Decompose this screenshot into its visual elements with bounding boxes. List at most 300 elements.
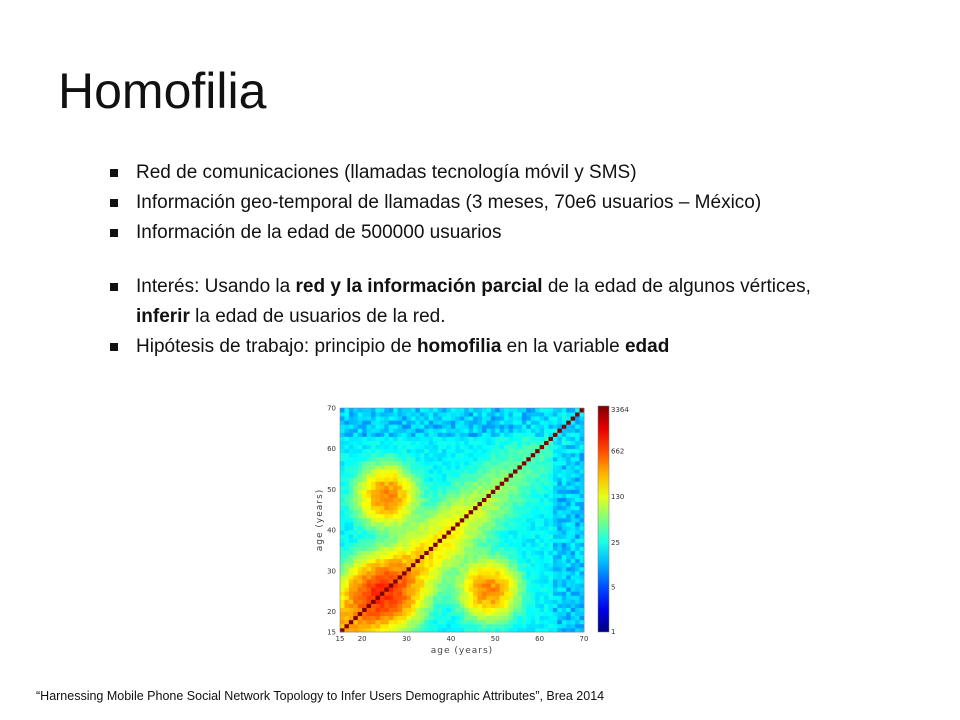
heatmap-cell — [367, 530, 372, 534]
heatmap-cell — [407, 477, 412, 481]
heatmap-cell — [469, 494, 474, 498]
heatmap-cell — [513, 408, 518, 412]
heatmap-cell — [486, 559, 491, 563]
heatmap-cell — [504, 538, 509, 542]
heatmap-cell — [526, 469, 531, 473]
heatmap-cell — [473, 546, 478, 550]
heatmap-cell — [349, 583, 354, 587]
heatmap-cell — [580, 498, 585, 502]
heatmap-cell — [358, 546, 363, 550]
heatmap-cell — [522, 465, 527, 469]
heatmap-cell — [402, 469, 407, 473]
heatmap-cell — [389, 432, 394, 436]
heatmap-cell — [557, 583, 562, 587]
heatmap-cell — [469, 424, 474, 428]
heatmap-cell — [549, 538, 554, 542]
heatmap-cell — [522, 494, 527, 498]
heatmap-cell — [402, 595, 407, 599]
heatmap-cell — [371, 603, 376, 607]
heatmap-cell — [575, 424, 580, 428]
heatmap-cell — [415, 534, 420, 538]
heatmap-cell — [349, 530, 354, 534]
heatmap-cell — [424, 559, 429, 563]
heatmap-cell — [562, 461, 567, 465]
heatmap-cell — [451, 494, 456, 498]
heatmap-cell — [526, 473, 531, 477]
heatmap-cell — [393, 599, 398, 603]
heatmap-cell — [420, 624, 425, 628]
heatmap-cell — [571, 432, 576, 436]
heatmap-cell — [429, 412, 434, 416]
heatmap-cell — [455, 494, 460, 498]
heatmap-cell — [402, 551, 407, 555]
heatmap-cell — [358, 465, 363, 469]
heatmap-cell — [504, 555, 509, 559]
heatmap-cell — [535, 477, 540, 481]
heatmap-cell — [371, 620, 376, 624]
heatmap-cell — [455, 441, 460, 445]
heatmap-cell — [371, 583, 376, 587]
heatmap-cell — [571, 559, 576, 563]
heatmap-cell — [562, 599, 567, 603]
heatmap-cell — [340, 551, 345, 555]
heatmap-cell — [380, 530, 385, 534]
heatmap-cell — [420, 612, 425, 616]
heatmap-cell — [522, 595, 527, 599]
heatmap-cell — [557, 595, 562, 599]
heatmap-cell — [460, 441, 465, 445]
heatmap-cell — [562, 546, 567, 550]
heatmap-cell — [353, 412, 358, 416]
heatmap-cell — [495, 481, 500, 485]
heatmap-cell — [429, 575, 434, 579]
heatmap-cell — [380, 620, 385, 624]
heatmap-cell — [429, 428, 434, 432]
heatmap-cell — [517, 608, 522, 612]
heatmap-cell — [402, 583, 407, 587]
heatmap-cell — [535, 555, 540, 559]
heatmap-cell — [433, 603, 438, 607]
heatmap-cell — [486, 612, 491, 616]
heatmap-cell — [580, 608, 585, 612]
x-tick-label: 60 — [535, 635, 545, 643]
heatmap-cell — [478, 465, 483, 469]
heatmap-cell — [526, 616, 531, 620]
heatmap-cell — [349, 587, 354, 591]
heatmap-cell — [353, 408, 358, 412]
heatmap-cell — [358, 571, 363, 575]
heatmap-cell — [384, 514, 389, 518]
heatmap-cell — [371, 441, 376, 445]
heatmap-cell — [495, 469, 500, 473]
heatmap-cell — [358, 477, 363, 481]
heatmap-cell — [540, 428, 545, 432]
heatmap-cell — [362, 583, 367, 587]
heatmap-cell — [446, 469, 451, 473]
heatmap-cell — [500, 510, 505, 514]
heatmap-cell — [442, 412, 447, 416]
heatmap-cell — [504, 469, 509, 473]
heatmap-cell — [380, 599, 385, 603]
heatmap-cell — [451, 437, 456, 441]
heatmap-cell — [504, 498, 509, 502]
heatmap-cell — [544, 465, 549, 469]
heatmap-cell — [540, 449, 545, 453]
heatmap-cell — [424, 575, 429, 579]
heatmap-cell — [455, 514, 460, 518]
heatmap-cell — [469, 510, 474, 514]
heatmap-cell — [469, 457, 474, 461]
heatmap-cell — [380, 603, 385, 607]
heatmap-cell — [491, 494, 496, 498]
heatmap-cell — [344, 591, 349, 595]
heatmap-cell — [544, 457, 549, 461]
heatmap-cell — [553, 575, 558, 579]
heatmap-cell — [438, 583, 443, 587]
heatmap-cell — [411, 428, 416, 432]
heatmap-cell — [540, 412, 545, 416]
heatmap-cell — [473, 489, 478, 493]
heatmap-cell — [460, 603, 465, 607]
heatmap-cell — [562, 603, 567, 607]
heatmap-cell — [375, 620, 380, 624]
heatmap-cell — [491, 465, 496, 469]
heatmap-cell — [562, 412, 567, 416]
heatmap-cell — [358, 408, 363, 412]
heatmap-cell — [438, 538, 443, 542]
heatmap-cell — [482, 546, 487, 550]
heatmap-cell — [549, 587, 554, 591]
heatmap-cell — [429, 603, 434, 607]
heatmap-cell — [486, 437, 491, 441]
heatmap-cell — [384, 538, 389, 542]
heatmap-cell — [473, 420, 478, 424]
heatmap-cell — [500, 603, 505, 607]
heatmap-cell — [544, 514, 549, 518]
heatmap-cell — [344, 412, 349, 416]
heatmap-cell — [429, 514, 434, 518]
heatmap-cell — [557, 432, 562, 436]
heatmap-cell — [371, 579, 376, 583]
colorbar-tick-label: 130 — [611, 493, 625, 502]
heatmap-cell — [353, 445, 358, 449]
heatmap-cell — [371, 506, 376, 510]
heatmap-cell — [531, 408, 536, 412]
heatmap-cell — [367, 473, 372, 477]
heatmap-cell — [384, 449, 389, 453]
heatmap-cell — [424, 428, 429, 432]
heatmap-cell — [517, 624, 522, 628]
heatmap-cell — [438, 620, 443, 624]
heatmap-cell — [562, 494, 567, 498]
heatmap-cell — [482, 457, 487, 461]
heatmap-cell — [353, 473, 358, 477]
heatmap-cell — [549, 481, 554, 485]
heatmap-cell — [344, 428, 349, 432]
heatmap-cell — [455, 612, 460, 616]
heatmap-cell — [384, 416, 389, 420]
heatmap-cell — [460, 432, 465, 436]
heatmap-cell — [353, 428, 358, 432]
heatmap-cell — [402, 506, 407, 510]
heatmap-cell — [371, 616, 376, 620]
heatmap-cell — [544, 579, 549, 583]
heatmap-cell — [566, 428, 571, 432]
heatmap-cell — [344, 542, 349, 546]
heatmap-cell — [433, 469, 438, 473]
heatmap-cell — [398, 538, 403, 542]
heatmap-cell — [371, 502, 376, 506]
heatmap-cell — [438, 461, 443, 465]
heatmap-cell — [367, 445, 372, 449]
heatmap-cell — [486, 498, 491, 502]
heatmap-cell — [571, 522, 576, 526]
heatmap-cell — [415, 587, 420, 591]
heatmap-cell — [451, 551, 456, 555]
heatmap-cell — [553, 502, 558, 506]
heatmap-cell — [522, 461, 527, 465]
heatmap-cell — [407, 591, 412, 595]
heatmap-cell — [384, 612, 389, 616]
heatmap-cell — [478, 563, 483, 567]
heatmap-cell — [526, 583, 531, 587]
heatmap-cell — [491, 579, 496, 583]
heatmap-cell — [464, 538, 469, 542]
heatmap-cell — [389, 534, 394, 538]
heatmap-cell — [402, 420, 407, 424]
heatmap-cell — [535, 608, 540, 612]
heatmap-cell — [504, 591, 509, 595]
heatmap-cell — [451, 595, 456, 599]
heatmap-cell — [580, 453, 585, 457]
heatmap-cell — [566, 473, 571, 477]
heatmap-cell — [517, 453, 522, 457]
heatmap-cell — [442, 514, 447, 518]
heatmap-cell — [371, 489, 376, 493]
heatmap-cell — [451, 485, 456, 489]
heatmap-cell — [429, 510, 434, 514]
heatmap-cell — [526, 595, 531, 599]
heatmap-cell — [442, 457, 447, 461]
heatmap-cell — [362, 559, 367, 563]
heatmap-cell — [442, 555, 447, 559]
heatmap-cell — [504, 485, 509, 489]
heatmap-cell — [367, 428, 372, 432]
heatmap-cell — [486, 530, 491, 534]
heatmap-cell — [455, 542, 460, 546]
heatmap-cell — [522, 449, 527, 453]
heatmap-cell — [451, 538, 456, 542]
heatmap-cell — [340, 591, 345, 595]
heatmap-cell — [446, 506, 451, 510]
heatmap-cell — [398, 575, 403, 579]
heatmap-cell — [402, 428, 407, 432]
heatmap-cell — [509, 412, 514, 416]
heatmap-cell — [509, 534, 514, 538]
heatmap-cell — [566, 485, 571, 489]
heatmap-cell — [389, 489, 394, 493]
heatmap-cell — [562, 408, 567, 412]
heatmap-cell — [380, 453, 385, 457]
heatmap-cell — [553, 457, 558, 461]
heatmap-cell — [460, 449, 465, 453]
heatmap-cell — [353, 510, 358, 514]
heatmap-cell — [411, 481, 416, 485]
heatmap-cell — [353, 494, 358, 498]
heatmap-cell — [464, 530, 469, 534]
heatmap-cell — [424, 420, 429, 424]
heatmap-cell — [478, 457, 483, 461]
heatmap-cell — [455, 534, 460, 538]
heatmap-cell — [517, 526, 522, 530]
heatmap-cell — [358, 489, 363, 493]
heatmap-cell — [384, 546, 389, 550]
heatmap-cell — [566, 546, 571, 550]
heatmap-cell — [557, 494, 562, 498]
heatmap-cell — [451, 624, 456, 628]
heatmap-cell — [513, 494, 518, 498]
heatmap-cell — [375, 428, 380, 432]
heatmap-cell — [482, 469, 487, 473]
heatmap-cell — [486, 424, 491, 428]
heatmap-cell — [464, 408, 469, 412]
heatmap-cell — [473, 526, 478, 530]
heatmap-cell — [517, 571, 522, 575]
heatmap-cell — [375, 530, 380, 534]
heatmap-cell — [500, 485, 505, 489]
heatmap-cell — [371, 559, 376, 563]
heatmap-cell — [478, 542, 483, 546]
heatmap-cell — [482, 437, 487, 441]
heatmap-cell — [420, 571, 425, 575]
heatmap-cell — [531, 575, 536, 579]
heatmap-cell — [504, 449, 509, 453]
heatmap-cell — [469, 538, 474, 542]
heatmap-cell — [580, 526, 585, 530]
heatmap-cell — [442, 599, 447, 603]
heatmap-cell — [384, 506, 389, 510]
heatmap-cell — [349, 457, 354, 461]
heatmap-cell — [429, 542, 434, 546]
heatmap-cell — [478, 620, 483, 624]
heatmap-cell — [486, 477, 491, 481]
heatmap-cell — [580, 583, 585, 587]
heatmap-cell — [407, 608, 412, 612]
heatmap-cell — [513, 432, 518, 436]
heatmap-cell — [344, 469, 349, 473]
bullet-square-icon — [110, 283, 118, 291]
heatmap-cell — [500, 551, 505, 555]
heatmap-cell — [375, 412, 380, 416]
heatmap-cell — [535, 494, 540, 498]
heatmap-cell — [486, 526, 491, 530]
heatmap-cell — [442, 477, 447, 481]
heatmap-cell — [482, 616, 487, 620]
heatmap-cell — [367, 591, 372, 595]
heatmap-cell — [557, 530, 562, 534]
heatmap-cell — [557, 603, 562, 607]
heatmap-cell — [482, 620, 487, 624]
heatmap-cell — [402, 473, 407, 477]
heatmap-cell — [442, 559, 447, 563]
heatmap-cell — [353, 595, 358, 599]
heatmap-cell — [344, 506, 349, 510]
heatmap-cell — [504, 489, 509, 493]
heatmap-cell — [482, 461, 487, 465]
heatmap-cell — [553, 465, 558, 469]
heatmap-cell — [446, 502, 451, 506]
heatmap-cell — [344, 559, 349, 563]
heatmap-cell — [389, 546, 394, 550]
heatmap-cell — [540, 616, 545, 620]
heatmap-cell — [415, 449, 420, 453]
x-tick-label: 30 — [402, 635, 412, 643]
heatmap-cell — [517, 575, 522, 579]
heatmap-cell — [362, 538, 367, 542]
heatmap-cell — [340, 412, 345, 416]
heatmap-cell — [531, 579, 536, 583]
heatmap-cell — [566, 412, 571, 416]
heatmap-cell — [549, 441, 554, 445]
heatmap-cell — [482, 445, 487, 449]
heatmap-cell — [380, 445, 385, 449]
heatmap-cell — [402, 432, 407, 436]
heatmap-cell — [438, 445, 443, 449]
heatmap-cell — [393, 534, 398, 538]
heatmap-cell — [566, 461, 571, 465]
heatmap-cell — [384, 494, 389, 498]
heatmap-cell — [429, 506, 434, 510]
heatmap-cell — [544, 530, 549, 534]
heatmap-cell — [513, 526, 518, 530]
heatmap-cell — [566, 603, 571, 607]
heatmap-cell — [549, 457, 554, 461]
heatmap-cell — [464, 567, 469, 571]
heatmap-cell — [575, 620, 580, 624]
heatmap-cell — [407, 441, 412, 445]
heatmap-cell — [438, 518, 443, 522]
heatmap-cell — [411, 579, 416, 583]
heatmap-cell — [544, 469, 549, 473]
heatmap-cell — [482, 494, 487, 498]
heatmap-cell — [495, 551, 500, 555]
heatmap-cell — [540, 457, 545, 461]
heatmap-cell — [575, 473, 580, 477]
bullet-text: en la variable — [501, 336, 625, 357]
heatmap-cell — [362, 461, 367, 465]
heatmap-cell — [380, 579, 385, 583]
heatmap-cell — [575, 563, 580, 567]
heatmap-cell — [455, 469, 460, 473]
heatmap-cell — [411, 453, 416, 457]
heatmap-cell — [380, 559, 385, 563]
heatmap-cell — [375, 612, 380, 616]
heatmap-cell — [349, 538, 354, 542]
heatmap-cell — [442, 563, 447, 567]
heatmap-cell — [393, 485, 398, 489]
heatmap-cell — [380, 412, 385, 416]
heatmap-cell — [549, 530, 554, 534]
heatmap-cell — [353, 502, 358, 506]
heatmap-cell — [526, 551, 531, 555]
heatmap-cell — [478, 432, 483, 436]
heatmap-cell — [482, 522, 487, 526]
heatmap-cell — [438, 555, 443, 559]
heatmap-cell — [517, 620, 522, 624]
heatmap-cell — [389, 449, 394, 453]
heatmap-cell — [562, 420, 567, 424]
heatmap-cell — [358, 595, 363, 599]
